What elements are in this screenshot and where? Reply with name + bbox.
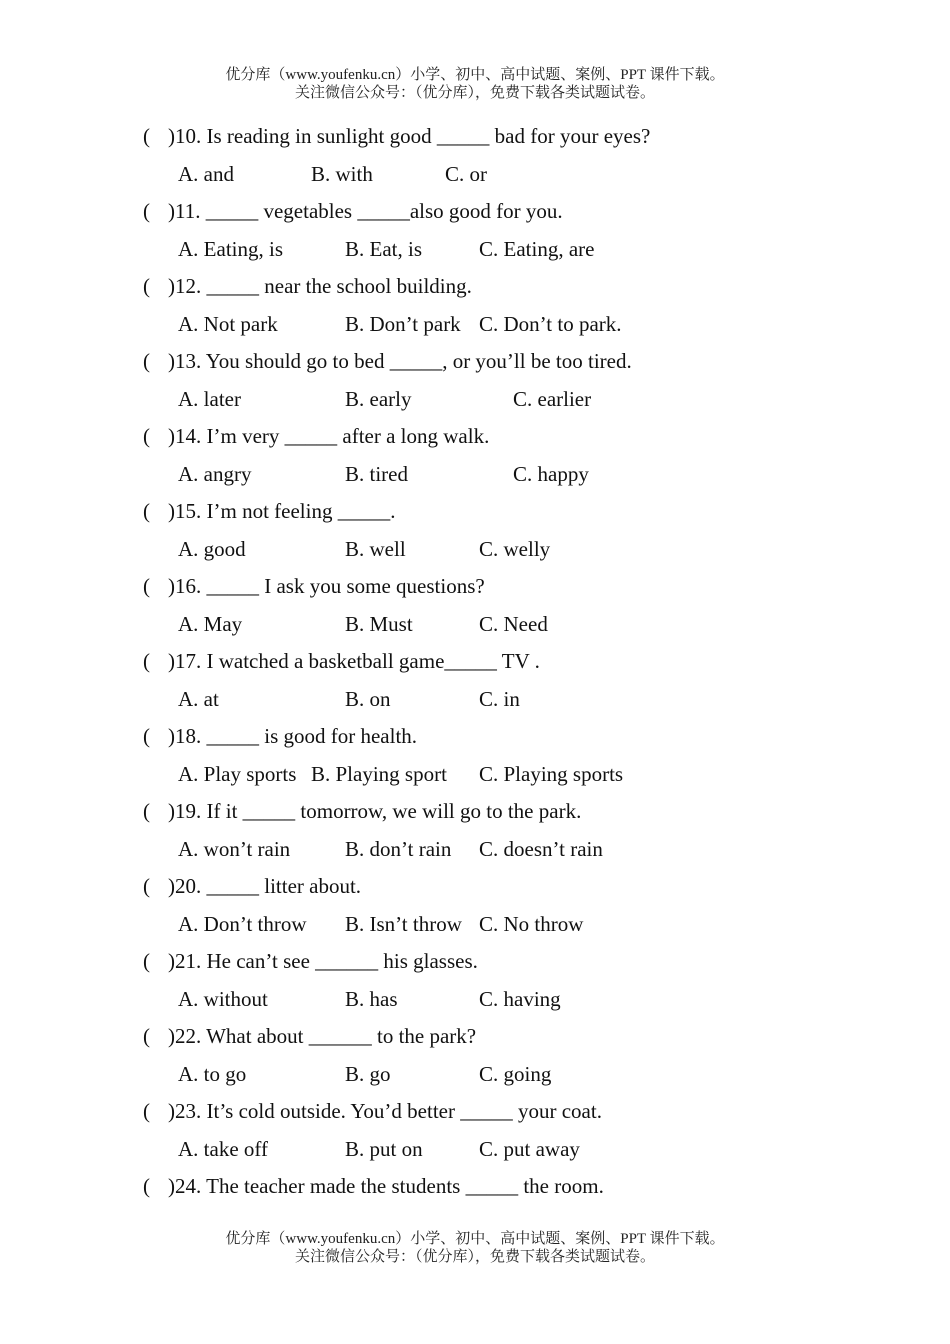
answer-option-b: B. Eat, is	[345, 237, 422, 261]
answer-option-c: C. happy	[513, 462, 589, 486]
answer-option-b: B. Don’t park	[345, 312, 461, 336]
option-row	[143, 455, 923, 493]
answer-option-a: A. to go	[178, 1062, 247, 1086]
question-stem	[143, 118, 923, 155]
answer-bracket: (	[143, 424, 150, 448]
answer-bracket: (	[143, 349, 150, 373]
footer-line-1: 优分库（www.youfenku.cn）小学、初中、高中试题、案例、PPT 课件下载。	[225, 1231, 725, 1247]
answer-option-a: A. angry	[178, 462, 252, 486]
question-stem	[143, 568, 923, 605]
answer-option-c: C. Eating, are	[479, 237, 595, 261]
question-stem	[143, 1018, 923, 1055]
question-text: )17. I watched a basketball game_____ TV .	[168, 649, 540, 673]
question-item	[143, 943, 923, 1018]
answer-option-b: B. Isn’t throw	[345, 912, 462, 936]
option-row	[143, 155, 923, 193]
question-text: )19. If it _____ tomorrow, we will go to the park.	[168, 799, 582, 823]
question-text: )20. _____ litter about.	[168, 874, 362, 898]
option-row	[143, 230, 923, 268]
question-item	[143, 643, 923, 718]
question-stem	[143, 1093, 923, 1130]
answer-bracket: (	[143, 1174, 150, 1198]
question-stem	[143, 1168, 923, 1205]
header-line-2: 关注微信公众号：（优分库），免费下载各类试题试卷。	[294, 85, 655, 101]
question-item	[143, 1018, 923, 1093]
option-row	[143, 1055, 923, 1093]
option-row	[143, 530, 923, 568]
question-stem	[143, 643, 923, 680]
answer-option-a: A. and	[178, 162, 234, 186]
footer-line-2: 关注微信公众号：（优分库），免费下载各类试题试卷。	[294, 1249, 655, 1265]
page-header	[0, 66, 950, 102]
answer-option-b: B. tired	[345, 462, 408, 486]
question-text: )14. I’m very _____ after a long walk.	[168, 424, 490, 448]
answer-option-c: C. going	[479, 1062, 552, 1086]
question-text: )15. I’m not feeling _____.	[168, 499, 396, 523]
answer-bracket: (	[143, 799, 150, 823]
page-footer	[0, 1230, 950, 1266]
answer-option-c: C. No throw	[479, 912, 584, 936]
question-item	[143, 118, 923, 193]
answer-option-c: C. Don’t to park.	[479, 312, 622, 336]
option-row	[143, 980, 923, 1018]
answer-option-c: C. doesn’t rain	[479, 837, 603, 861]
question-item	[143, 793, 923, 868]
answer-option-b: B. put on	[345, 1137, 423, 1161]
answer-option-c: C. put away	[479, 1137, 580, 1161]
answer-bracket: (	[143, 199, 150, 223]
question-item	[143, 343, 923, 418]
answer-bracket: (	[143, 574, 150, 598]
question-text: )11. _____ vegetables _____also good for you.	[168, 199, 563, 223]
answer-option-a: A. Don’t throw	[178, 912, 307, 936]
question-item	[143, 718, 923, 793]
answer-bracket: (	[143, 874, 150, 898]
question-text: )24. The teacher made the students _____ the room.	[168, 1174, 604, 1198]
question-text: )21. He can’t see ______ his glasses.	[168, 949, 478, 973]
question-text: )13. You should go to bed _____, or you’ll be too tired.	[168, 349, 632, 373]
option-row	[143, 1130, 923, 1168]
answer-option-c: C. having	[479, 987, 561, 1011]
question-item	[143, 493, 923, 568]
answer-option-a: A. won’t rain	[178, 837, 291, 861]
answer-option-c: C. Playing sports	[479, 762, 624, 786]
question-stem	[143, 268, 923, 305]
answer-option-b: B. Must	[345, 612, 413, 636]
answer-option-b: B. go	[345, 1062, 391, 1086]
question-text: )10. Is reading in sunlight good _____ bad for your eyes?	[168, 124, 651, 148]
question-text: )12. _____ near the school building.	[168, 274, 472, 298]
answer-bracket: (	[143, 499, 150, 523]
answer-bracket: (	[143, 724, 150, 748]
answer-option-b: B. don’t rain	[345, 837, 452, 861]
answer-bracket: (	[143, 949, 150, 973]
answer-option-a: A. Eating, is	[178, 237, 283, 261]
question-item	[143, 268, 923, 343]
answer-option-c: C. or	[445, 162, 487, 186]
question-stem	[143, 718, 923, 755]
answer-option-b: B. with	[311, 162, 373, 186]
answer-option-c: C. welly	[479, 537, 551, 561]
question-text: )16. _____ I ask you some questions?	[168, 574, 485, 598]
question-item	[143, 868, 923, 943]
option-row	[143, 305, 923, 343]
answer-bracket: (	[143, 1024, 150, 1048]
answer-option-b: B. has	[345, 987, 398, 1011]
answer-bracket: (	[143, 649, 150, 673]
answer-option-a: A. at	[178, 687, 219, 711]
question-list	[143, 118, 923, 1205]
answer-option-b: B. early	[345, 387, 412, 411]
question-text: )23. It’s cold outside. You’d better _____ your coat.	[168, 1099, 602, 1123]
answer-bracket: (	[143, 1099, 150, 1123]
answer-bracket: (	[143, 124, 150, 148]
question-text: )18. _____ is good for health.	[168, 724, 418, 748]
answer-option-b: B. Playing sport	[311, 762, 447, 786]
answer-option-a: A. Play sports	[178, 762, 297, 786]
answer-option-b: B. on	[345, 687, 391, 711]
question-item	[143, 418, 923, 493]
option-row	[143, 905, 923, 943]
question-item	[143, 193, 923, 268]
question-stem	[143, 193, 923, 230]
option-row	[143, 755, 923, 793]
question-stem	[143, 868, 923, 905]
option-row	[143, 605, 923, 643]
header-line-1: 优分库（www.youfenku.cn）小学、初中、高中试题、案例、PPT 课件下载。	[225, 67, 725, 83]
answer-option-c: C. in	[479, 687, 520, 711]
option-row	[143, 680, 923, 718]
question-stem	[143, 343, 923, 380]
answer-bracket: (	[143, 274, 150, 298]
answer-option-a: A. without	[178, 987, 268, 1011]
option-row	[143, 830, 923, 868]
answer-option-b: B. well	[345, 537, 406, 561]
question-stem	[143, 943, 923, 980]
question-item	[143, 1168, 923, 1205]
question-stem	[143, 493, 923, 530]
question-stem	[143, 418, 923, 455]
answer-option-a: A. later	[178, 387, 241, 411]
answer-option-a: A. take off	[178, 1137, 268, 1161]
question-text: )22. What about ______ to the park?	[168, 1024, 477, 1048]
question-item	[143, 568, 923, 643]
answer-option-c: C. earlier	[513, 387, 592, 411]
question-stem	[143, 793, 923, 830]
answer-option-a: A. good	[178, 537, 246, 561]
answer-option-c: C. Need	[479, 612, 548, 636]
answer-option-a: A. Not park	[178, 312, 278, 336]
option-row	[143, 380, 923, 418]
answer-option-a: A. May	[178, 612, 243, 636]
question-item	[143, 1093, 923, 1168]
